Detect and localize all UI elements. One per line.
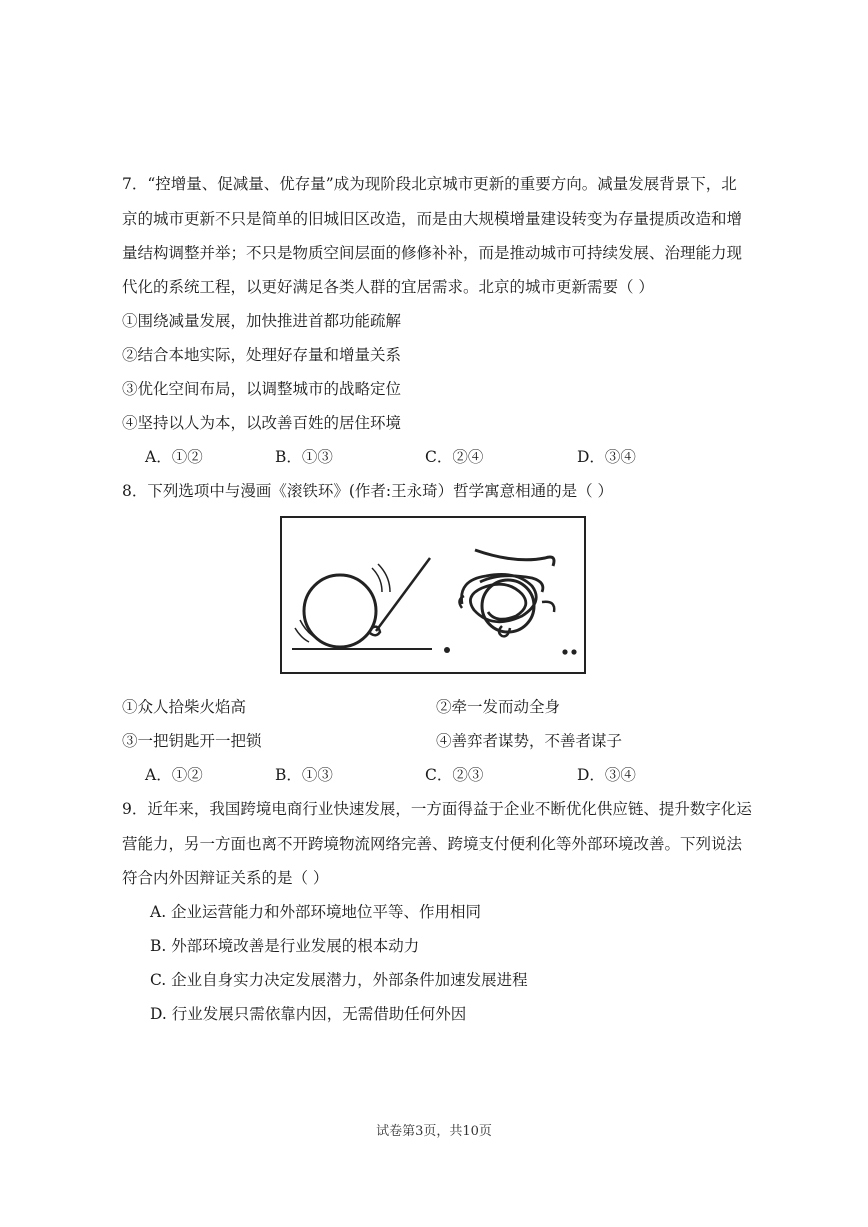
q7-option-c[interactable]: C．②④ (425, 448, 484, 466)
q7-option-a[interactable]: A．①② (145, 448, 203, 466)
q7-option-b[interactable]: B．①③ (275, 448, 333, 466)
q9-stem-line-3: 符合内外因辩证关系的是（ ） (122, 869, 329, 887)
q9-option-b[interactable]: B. 外部环境改善是行业发展的根本动力 (150, 937, 420, 955)
q7-item-3: ③优化空间布局，以调整城市的战略定位 (122, 380, 402, 398)
q9-option-a[interactable]: A. 企业运营能力和外部环境地位平等、作用相同 (150, 903, 482, 921)
cartoon-rolling-hoop-image (280, 516, 586, 674)
q8-option-c[interactable]: C．②③ (425, 766, 484, 784)
q7-stem-line-3: 量结构调整并举；不只是物质空间层面的修修补补，而是推动城市可持续发展、治理能力现 (122, 244, 743, 262)
q7-item-2: ②结合本地实际，处理好存量和增量关系 (122, 346, 402, 364)
q9-option-d[interactable]: D. 行业发展只需依靠内因，无需借助任何外因 (150, 1005, 467, 1023)
q8-options (145, 765, 705, 785)
q8-option-d[interactable]: D．③④ (577, 766, 636, 784)
q7-item-4: ④坚持以人为本，以改善百姓的居住环境 (122, 414, 402, 432)
q8-option-a[interactable]: A．①② (145, 766, 203, 784)
q8-item-2: ②牵一发而动全身 (436, 698, 561, 716)
q8-stem: 8．下列选项中与漫画《滚铁环》(作者:王永琦）哲学寓意相通的是（ ） (122, 482, 614, 500)
q7-item-1: ①围绕减量发展，加快推进首都功能疏解 (122, 312, 402, 330)
q8-item-4: ④善弈者谋势，不善者谋子 (436, 732, 623, 750)
q8-item-1: ①众人拾柴火焰高 (122, 698, 247, 716)
q7-stem-line-4: 代化的系统工程，以更好满足各类人群的宜居需求。北京的城市更新需要（ ） (122, 278, 654, 296)
q7-option-d[interactable]: D．③④ (577, 448, 636, 466)
q9-option-c[interactable]: C. 企业自身实力决定发展潜力，外部条件加速发展进程 (150, 971, 528, 989)
q7-options (145, 447, 705, 467)
page-footer: 试卷第3页，共10页 (376, 1124, 492, 1139)
q8-item-3: ③一把钥匙开一把锁 (122, 732, 262, 750)
q7-stem-line-1: 7．“控增量、促减量、优存量”成为现阶段北京城市更新的重要方向。减量发展背景下，北 (122, 175, 737, 193)
q9-stem-line-2: 营能力，另一方面也离不开跨境物流网络完善、跨境支付便利化等外部环境改善。下列说法 (122, 835, 743, 853)
q8-option-b[interactable]: B．①③ (275, 766, 333, 784)
q7-stem-line-2: 京的城市更新不只是简单的旧城旧区改造，而是由大规模增量建设转变为存量提质改造和增 (122, 210, 743, 228)
q9-stem-line-1: 9．近年来，我国跨境电商行业快速发展，一方面得益于企业不断优化供应链、提升数字化运 (122, 800, 752, 818)
